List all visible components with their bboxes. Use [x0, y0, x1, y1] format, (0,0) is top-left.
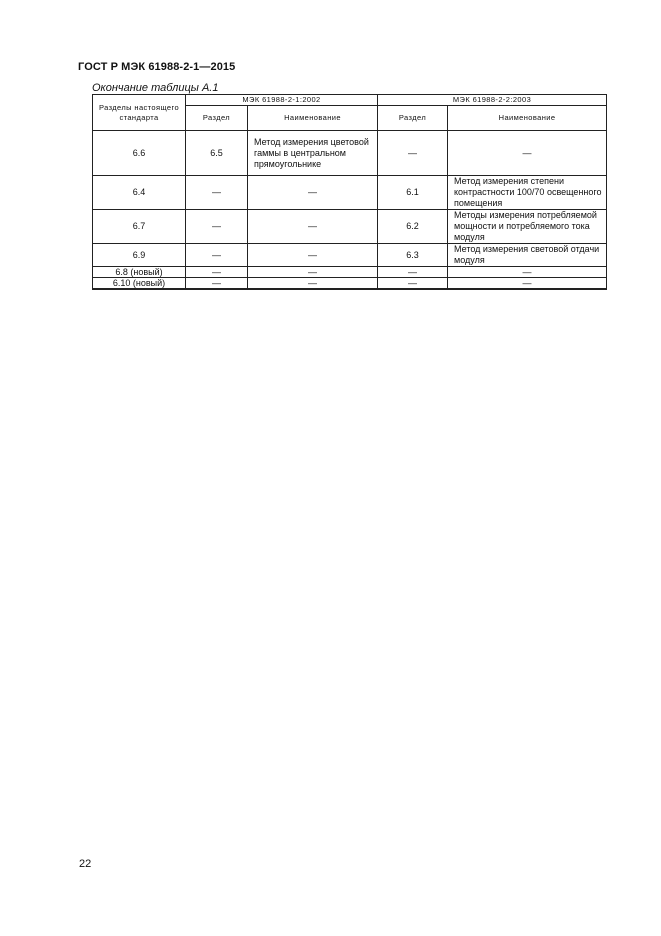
cell-iec2-section: 6.3 [378, 244, 448, 267]
correspondence-table [92, 94, 607, 290]
page-number: 22 [79, 858, 92, 870]
cell-section: 6.8 (новый) [93, 267, 186, 278]
table-row [93, 176, 607, 210]
table-row [93, 244, 607, 267]
header-group-iec-61988-2-2: МЭК 61988-2-2:2003 [378, 95, 607, 106]
cell-iec2-name: Метод измерения световой отдачи модуля [448, 244, 607, 267]
cell-iec2-name: Метод измерения степени контрастности 100/70 освещенного помещения [448, 176, 607, 210]
cell-iec1-section: — [186, 278, 248, 290]
cell-iec1-name: Метод измерения цветовой гаммы в центральном прямоугольнике [248, 131, 378, 176]
table-row [93, 131, 607, 176]
header-sections: Разделы настоящего стандарта [93, 95, 186, 131]
cell-iec1-section: — [186, 244, 248, 267]
table-caption: Окончание таблицы А.1 [92, 82, 219, 94]
header-name-1: Наименование [248, 106, 378, 131]
cell-iec2-section: 6.2 [378, 210, 448, 244]
cell-iec2-section: — [378, 131, 448, 176]
cell-iec1-name: — [248, 210, 378, 244]
cell-iec1-section: — [186, 267, 248, 278]
cell-iec1-name: — [248, 267, 378, 278]
cell-iec1-name: — [248, 244, 378, 267]
cell-section: 6.9 [93, 244, 186, 267]
cell-iec2-name: — [448, 267, 607, 278]
cell-section: 6.4 [93, 176, 186, 210]
cell-iec1-name: — [248, 278, 378, 290]
cell-iec1-section: — [186, 210, 248, 244]
cell-iec1-section: — [186, 176, 248, 210]
cell-iec2-section: — [378, 278, 448, 290]
header-section-2: Раздел [378, 106, 448, 131]
cell-section: 6.6 [93, 131, 186, 176]
table-row [93, 278, 607, 290]
cell-section: 6.10 (новый) [93, 278, 186, 290]
cell-iec2-section: 6.1 [378, 176, 448, 210]
cell-iec2-name: Методы измерения потребляемой мощности и потребляемого тока модуля [448, 210, 607, 244]
table-row [93, 267, 607, 278]
cell-iec2-name: — [448, 131, 607, 176]
header-group-iec-61988-2-1: МЭК 61988-2-1:2002 [186, 95, 378, 106]
table-row [93, 210, 607, 244]
cell-section: 6.7 [93, 210, 186, 244]
header-name-2: Наименование [448, 106, 607, 131]
header-section-1: Раздел [186, 106, 248, 131]
cell-iec1-section: 6.5 [186, 131, 248, 176]
document-header: ГОСТ Р МЭК 61988-2-1—2015 [78, 61, 236, 73]
cell-iec2-name: — [448, 278, 607, 290]
cell-iec2-section: — [378, 267, 448, 278]
cell-iec1-name: — [248, 176, 378, 210]
